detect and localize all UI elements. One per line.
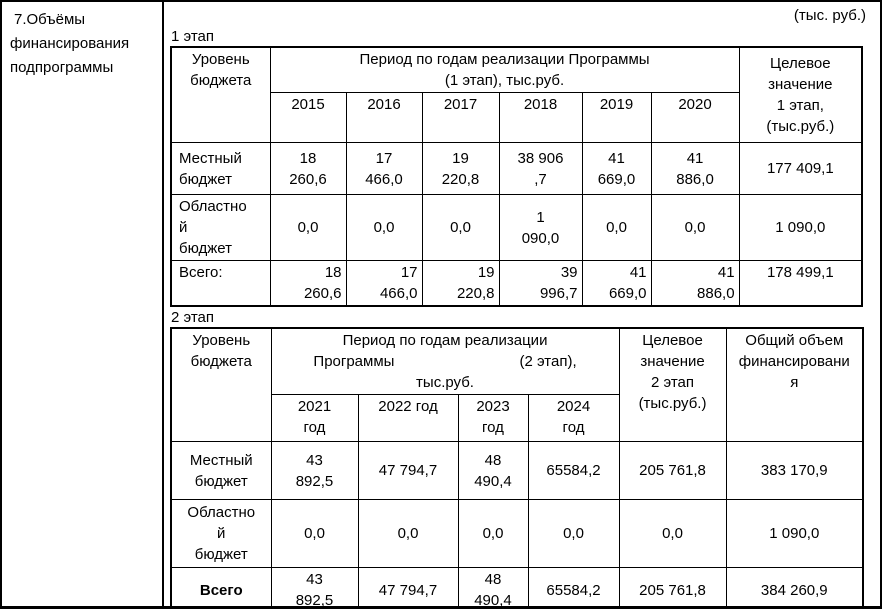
row-label: Областно й бюджет	[171, 500, 271, 568]
target-value-cell: 178 499,1	[739, 261, 862, 307]
value-cell: 39 996,7	[499, 261, 582, 307]
value-cell: 41 886,0	[651, 143, 739, 195]
year-header: 2017	[422, 93, 499, 143]
row-label: Всего	[171, 568, 271, 609]
value-cell: 18 260,6	[270, 261, 346, 307]
year-header: 2015	[270, 93, 346, 143]
year-header: 2018	[499, 93, 582, 143]
content-area	[164, 2, 880, 609]
stage2-row-regional-budget	[171, 500, 863, 568]
target-value-cell: 205 761,8	[619, 442, 726, 500]
column-header-target-value: Целевое значение 1 этап, (тыс.руб.)	[739, 47, 862, 143]
value-cell: 43 892,5	[271, 442, 358, 500]
target-value-cell: 1 090,0	[739, 195, 862, 261]
column-header-budget-level: Уровень бюджета	[171, 328, 271, 442]
column-header-target-value: Целевое значение 2 этап (тыс.руб.)	[619, 328, 726, 442]
column-header-period: Период по годам реализации Программы (2 этап), тыс.руб.	[271, 328, 619, 395]
column-header-total-volume: Общий объем финансировани я	[726, 328, 863, 442]
stage2-header-row	[171, 328, 863, 395]
value-cell: 0,0	[528, 500, 619, 568]
stage1-label: 1 этап	[171, 28, 215, 45]
column-header-budget-level: Уровень бюджета	[171, 47, 270, 143]
target-value-cell: 177 409,1	[739, 143, 862, 195]
stage1-row-regional-budget	[171, 195, 862, 261]
stage2-row-local-budget	[171, 442, 863, 500]
value-cell: 41 669,0	[582, 261, 651, 307]
total-volume-cell: 1 090,0	[726, 500, 863, 568]
value-cell: 65584,2	[528, 568, 619, 609]
target-value-cell: 0,0	[619, 500, 726, 568]
stage1-row-local-budget	[171, 143, 862, 195]
stage2-label: 2 этап	[171, 309, 215, 326]
value-cell: 65584,2	[528, 442, 619, 500]
value-cell: 17 466,0	[346, 143, 422, 195]
value-cell: 1 090,0	[499, 195, 582, 261]
value-cell: 41 669,0	[582, 143, 651, 195]
year-header: 2019	[582, 93, 651, 143]
value-cell: 0,0	[270, 195, 346, 261]
value-cell: 17 466,0	[346, 261, 422, 307]
value-cell: 47 794,7	[358, 568, 458, 609]
year-header: 2021 год	[271, 395, 358, 442]
value-cell: 38 906 ,7	[499, 143, 582, 195]
target-value-cell: 205 761,8	[619, 568, 726, 609]
row-label: Местный бюджет	[171, 442, 271, 500]
column-header-period: Период по годам реализации Программы (1 этап), тыс.руб.	[270, 47, 739, 93]
value-cell: 48 490,4	[458, 442, 528, 500]
value-cell: 48 490,4	[458, 568, 528, 609]
value-cell: 41 886,0	[651, 261, 739, 307]
year-header: 2016	[346, 93, 422, 143]
row-label: Местный бюджет	[171, 143, 270, 195]
year-header: 2020	[651, 93, 739, 143]
row-header-cell	[2, 2, 164, 606]
value-cell: 0,0	[582, 195, 651, 261]
units-label: (тыс. руб.)	[793, 7, 866, 24]
value-cell: 0,0	[271, 500, 358, 568]
stage1-header-row	[171, 47, 862, 93]
value-cell: 0,0	[346, 195, 422, 261]
stage2-table	[170, 327, 864, 609]
year-header: 2024 год	[528, 395, 619, 442]
total-volume-cell: 384 260,9	[726, 568, 863, 609]
value-cell: 0,0	[422, 195, 499, 261]
stage1-table	[170, 46, 863, 307]
value-cell: 0,0	[458, 500, 528, 568]
stage1-row-total	[171, 261, 862, 307]
value-cell: 47 794,7	[358, 442, 458, 500]
value-cell: 18 260,6	[270, 143, 346, 195]
year-header: 2023 год	[458, 395, 528, 442]
value-cell: 19 220,8	[422, 143, 499, 195]
value-cell: 0,0	[358, 500, 458, 568]
value-cell: 0,0	[651, 195, 739, 261]
stage2-row-total	[171, 568, 863, 609]
row-label: Всего:	[171, 261, 270, 307]
section-title: 7.Объёмы финансирования подпрограммы	[10, 11, 134, 76]
value-cell: 19 220,8	[422, 261, 499, 307]
value-cell: 43 892,5	[271, 568, 358, 609]
year-header: 2022 год	[358, 395, 458, 442]
total-volume-cell: 383 170,9	[726, 442, 863, 500]
row-label: Областно й бюджет	[171, 195, 270, 261]
